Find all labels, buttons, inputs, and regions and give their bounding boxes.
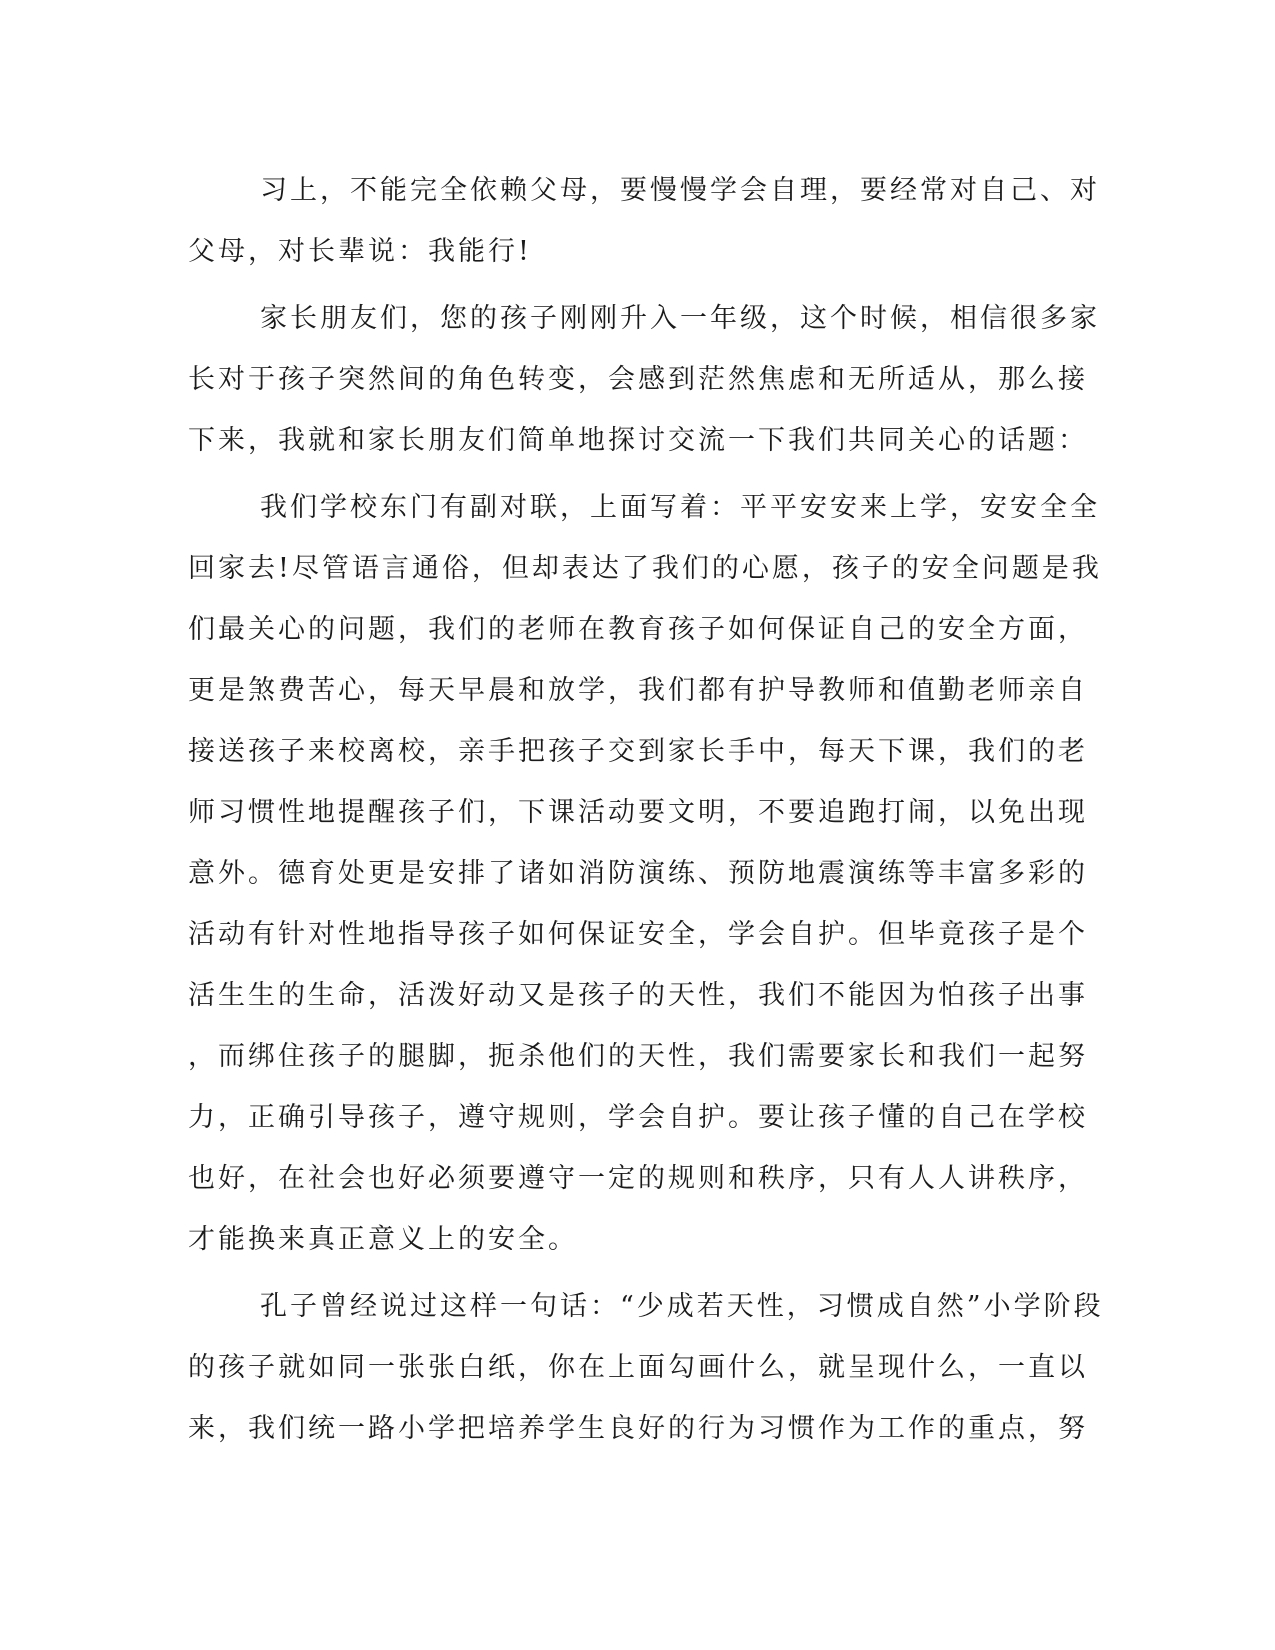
document-body <box>188 160 1108 1465</box>
text-line: ，而绑住孩子的腿脚，扼杀他们的天性，我们需要家长和我们一起努 <box>188 1041 1088 1072</box>
text-line: 父母，对长辈说：我能行! <box>188 236 532 267</box>
text-line: 活生生的生命，活泼好动又是孩子的天性，我们不能因为怕孩子出事 <box>188 980 1088 1011</box>
text-line: 师习惯性地提醒孩子们，下课活动要文明，不要追跑打闹，以免出现 <box>188 797 1088 828</box>
paragraph-habits <box>188 1276 1108 1459</box>
text-line: 家长朋友们，您的孩子刚刚升入一年级，这个时候，相信很多家 <box>260 303 1100 334</box>
text-line: 接送孩子来校离校，亲手把孩子交到家长手中，每天下课，我们的老 <box>188 736 1088 767</box>
text-line: 意外。德育处更是安排了诸如消防演练、预防地震演练等丰富多彩的 <box>188 858 1088 889</box>
paragraph-continuation <box>188 160 1108 282</box>
paragraph-parents-intro <box>188 288 1108 471</box>
text-line: 才能换来真正意义上的安全。 <box>188 1224 578 1255</box>
text-line: 回家去!尽管语言通俗，但却表达了我们的心愿，孩子的安全问题是我 <box>188 553 1102 584</box>
text-line: 来，我们统一路小学把培养学生良好的行为习惯作为工作的重点，努 <box>188 1413 1088 1444</box>
text-line: 下来，我就和家长朋友们简单地探讨交流一下我们共同关心的话题： <box>188 425 1088 456</box>
text-line: 长对于孩子突然间的角色转变，会感到茫然焦虑和无所适从，那么接 <box>188 364 1088 395</box>
text-line: 也好，在社会也好必须要遵守一定的规则和秩序，只有人人讲秩序， <box>188 1163 1088 1194</box>
text-line: 的孩子就如同一张张白纸，你在上面勾画什么，就呈现什么，一直以 <box>188 1352 1088 1383</box>
text-line: 力，正确引导孩子，遵守规则，学会自护。要让孩子懂的自己在学校 <box>188 1102 1088 1133</box>
text-line: 习上，不能完全依赖父母，要慢慢学会自理，要经常对自己、对 <box>260 175 1100 206</box>
text-line: 孔子曾经说过这样一句话：“少成若天性，习惯成自然”小学阶段 <box>260 1291 1104 1322</box>
text-line: 们最关心的问题，我们的老师在教育孩子如何保证自己的安全方面， <box>188 614 1088 645</box>
paragraph-safety <box>188 477 1108 1270</box>
text-line: 我们学校东门有副对联，上面写着：平平安安来上学，安安全全 <box>260 492 1100 523</box>
text-line: 更是煞费苦心，每天早晨和放学，我们都有护导教师和值勤老师亲自 <box>188 675 1088 706</box>
text-line: 活动有针对性地指导孩子如何保证安全，学会自护。但毕竟孩子是个 <box>188 919 1088 950</box>
